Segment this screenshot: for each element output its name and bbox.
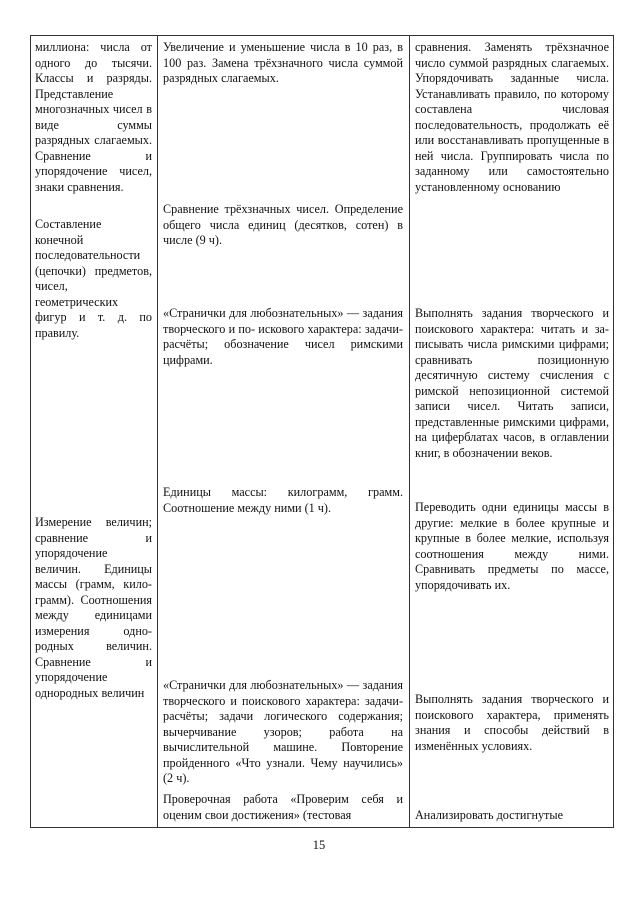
content-text: «Странички для любознательных» — задания творческого и поискового характера: задачи-расчёты; задачи логического содержания; вычерчивание узоров; работа на вычислительной машине. Повторение пройденного «Что узнали. Чему научились» (2 ч). xyxy=(163,678,403,785)
content-text: Сравнение трёхзначных чисел. Определение общего числа единиц (десятков, сотен) в числе (9 ч). xyxy=(163,202,403,247)
topic-text: Измерение величин; сравнение и упорядочение величин. Единицы массы (грамм, кило-грамм). Соотношения между единицами измерения одно-родных величин. Сравнение и упорядочение однородных величин xyxy=(35,515,152,700)
content-text: Проверочная работа «Проверим себя и оценим свои достижения» (тестовая xyxy=(163,792,403,822)
content-block xyxy=(163,678,403,787)
activity-block xyxy=(415,306,609,461)
activities-column xyxy=(409,36,615,827)
activity-text: Выполнять задания творческого и поискового характера: читать и за- писывать числа римскими цифрами; сравнивать позиционную десятичную систему счисления с римской непозиционной системой записи чисел. Читать записи, представленные римскими цифрами, на циферблатах часов, в оглавлении книг, в обозначении веков. xyxy=(415,306,609,460)
activity-text: сравнения. Заменять трёхзначное число суммой разрядных слагаемых. Упорядочивать заданные числа. Устанавливать правило, по которому составлена числовая последовательность, продолжать её или восстанавливать пропущенные в ней числа. Группировать числа по заданному или самостоятельно установленному основанию xyxy=(415,40,609,194)
topic-text: Составление конечной последовательности (цепочки) предметов, чисел, геометрических фигур и т. д. по правилу. xyxy=(35,217,152,340)
topic-column xyxy=(31,36,157,827)
activity-block xyxy=(415,40,609,195)
activity-block xyxy=(415,808,609,824)
content-text: Увеличение и уменьшение числа в 10 раз, в 100 раз. Замена трёхзначного числа суммой разрядных слагаемых. xyxy=(163,40,403,85)
activity-text: Выполнять задания творческого и поискового характера, применять знания и способы действий в изменённых условиях. xyxy=(415,692,609,753)
topic-block xyxy=(35,40,152,195)
content-block xyxy=(163,485,403,516)
topic-text: миллиона: числа от одного до тысячи. Классы и разряды. Представление многозначных чисел в виде суммы разрядных слагаемых. Сравнение и упорядочение чисел, знаки сравнения. xyxy=(35,40,152,194)
content-block xyxy=(163,792,403,823)
content-text: Единицы массы: килограмм, грамм. Соотношение между ними (1 ч). xyxy=(163,485,403,515)
activity-block xyxy=(415,500,609,593)
curriculum-table xyxy=(30,35,614,828)
content-block xyxy=(163,202,403,249)
topic-block xyxy=(35,515,152,701)
page-number: 15 xyxy=(312,838,326,852)
content-block xyxy=(163,40,403,87)
content-block xyxy=(163,306,403,368)
content-text: «Странички для любознательных» — задания творческого и по- искового характера: задачи-расчёты; обозначение чисел римскими цифрами. xyxy=(163,306,403,367)
activity-text: Анализировать достигнутые xyxy=(415,808,563,822)
topic-block xyxy=(35,217,152,341)
activity-block xyxy=(415,692,609,754)
activity-text: Переводить одни единицы массы в другие: мелкие в более крупные и крупные в более мелкие, используя соотношения между ними. Сравнивать предметы по массе, упорядочивать их. xyxy=(415,500,609,592)
content-column xyxy=(157,36,409,827)
